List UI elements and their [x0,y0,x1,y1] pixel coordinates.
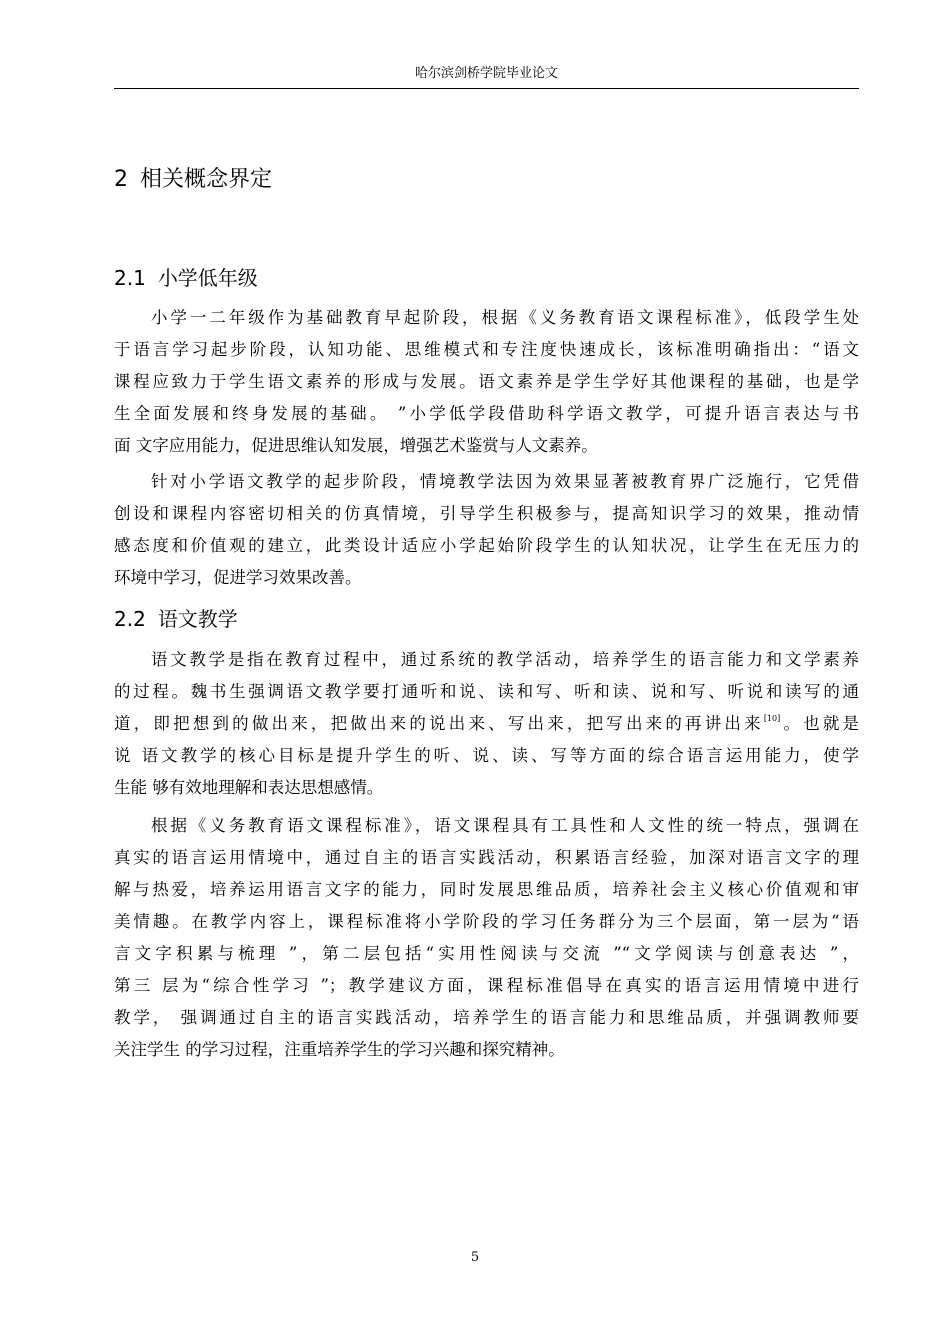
text-segment: 。也就是 [780,714,860,733]
text-line: 根据《义务教育语文课程标准》，语文课程具有工具性和人文性的统一特点，强调在 [151,816,859,835]
chapter-number: 2 [114,167,128,192]
text-line: 感态度和价值观的建立，此类设计适应小学起始阶段学生的认知状况，让学生在无压力的 [114,536,859,555]
text-line: 小学一二年级作为基础教育早起阶段，根据《义务教育语文课程标准》，低段学生处 [151,308,859,327]
section-heading-2-1 [114,262,258,291]
section-title: 语文教学 [157,607,238,631]
text-line: 面 文字应用能力，促进思维认知发展，增强艺术鉴赏与人文素养。 [114,436,598,455]
header-title: 哈尔滨剑桥学院毕业论文 [414,66,558,81]
section-number: 2.2 [114,607,146,631]
text-line: 课程应致力于学生语文素养的形成与发展。语文素养是学生学好其他课程的基础，也是学 [114,372,859,391]
text-line: 解与热爱，培养运用语言文字的能力，同时发展思维品质，培养社会主义核心价值观和审 [114,880,859,899]
text-line: 真实的语言运用情境中，通过自主的语言实践活动，积累语言经验，加深对语言文字的理 [114,848,859,867]
paragraph-2-1-2 [114,466,859,594]
section-title: 小学低年级 [157,266,258,290]
section-number: 2.1 [114,266,146,290]
text-line: 教学， 强调通过自主的语言实践活动，培养学生的语言能力和思维品质，并强调教师要 [114,1008,859,1027]
text-line: 言文字积累与梳理 ”，第二层包括“实用性阅读与交流 ”“文学阅读与创意表达 ”， [114,944,859,963]
text-line-with-citation [114,708,859,740]
paragraph-2-2-1 [114,644,859,804]
text-segment: 道，即把想到的做出来，把做出来的说出来、写出来，把写出来的再讲出来 [114,714,764,733]
text-line: 第三 层为“综合性学习 ”；教学建议方面，课程标准倡导在真实的语言运用情境中进行 [114,976,859,995]
text-line: 说 语文教学的核心目标是提升学生的听、说、读、写等方面的综合语言运用能力，使学 [114,746,859,765]
chapter-title: 相关概念界定 [140,167,273,192]
text-line: 环境中学习，促进学习效果改善。 [114,568,362,587]
text-line: 的过程。魏书生强调语文教学要打通听和说、读和写、听和读、说和写、听说和读写的通 [114,682,859,701]
paragraph-2-2-2 [114,810,859,1066]
text-line: 语文教学是指在教育过程中，通过系统的教学活动，培养学生的语言能力和文学素养 [151,650,859,669]
text-line: 于语言学习起步阶段，认知功能、思维模式和专注度快速成长，该标准明确指出：“语文 [114,340,859,359]
paragraph-2-1-1 [114,302,859,462]
citation-mark: [10] [763,714,781,723]
chapter-heading [114,162,272,193]
section-heading-2-2 [114,603,238,632]
text-line: 生全面发展和终身发展的基础。 ”小学低学段借助科学语文教学，可提升语言表达与书 [114,404,859,423]
running-header [114,64,859,89]
text-line: 美情趣。在教学内容上，课程标准将小学阶段的学习任务群分为三个层面，第一层为“语 [114,912,859,931]
page-number: 5 [470,1250,480,1265]
text-line: 关注学生 的学习过程，注重培养学生的学习兴趣和探究精神。 [114,1040,565,1059]
text-line: 生能 够有效地理解和表达思想感情。 [114,778,384,797]
text-line: 针对小学语文教学的起步阶段，情境教学法因为效果显著被教育界广泛施行，它凭借 [151,472,859,491]
text-line: 创设和课程内容密切相关的仿真情境，引导学生积极参与，提高知识学习的效果，推动情 [114,504,859,523]
